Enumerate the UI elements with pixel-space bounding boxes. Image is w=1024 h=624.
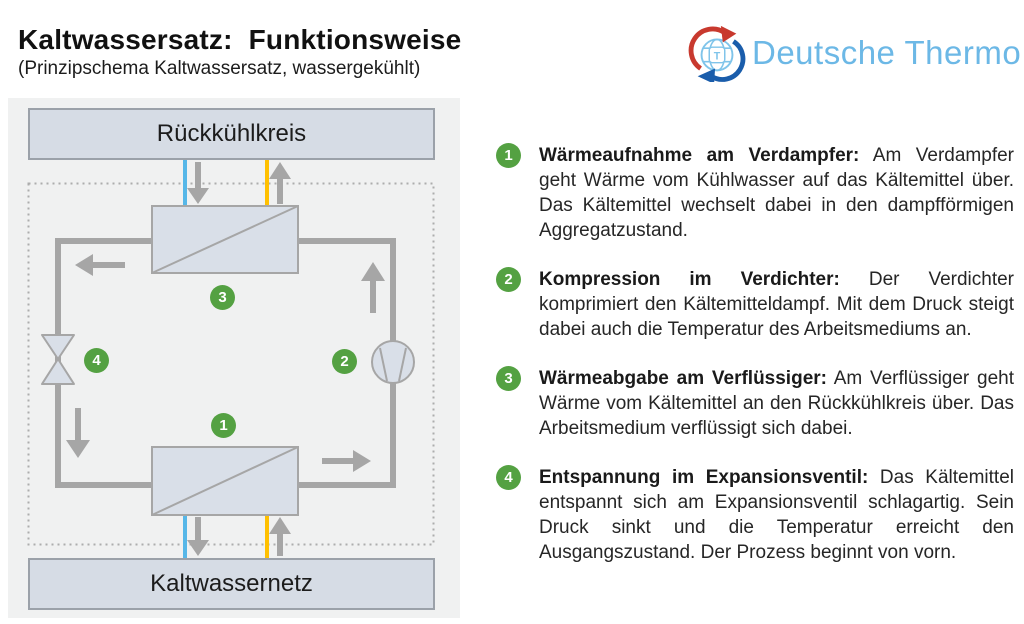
step-badge-compressor: 2 — [332, 349, 357, 374]
chilled-water-network-box: Kaltwassernetz — [28, 558, 435, 610]
compressor-symbol — [372, 341, 414, 383]
recooling-circuit-box: Rückkühlkreis — [28, 108, 435, 160]
legend-text-3: Wärmeabgabe am Verflüssiger: Am Verflüssiger geht Wärme vom Kältemittel an den Rückkühlkreis über. Das Arbeitsmedium verflüssigt sich dabei. — [539, 368, 1015, 439]
supply-line-top — [183, 160, 187, 206]
return-line-top — [265, 160, 269, 206]
legend-badge-1: 1 — [496, 143, 521, 168]
company-logo — [688, 24, 1021, 82]
flow-arrow-left — [75, 254, 125, 276]
flow-arrow-up-right — [361, 262, 385, 313]
water-arrow-up-bottom — [269, 517, 291, 556]
legend-item-2 — [496, 267, 1014, 342]
return-line-bottom — [265, 515, 269, 558]
page-subtitle: (Prinzipschema Kaltwassersatz, wassergekühlt) — [18, 58, 421, 79]
condenser-heat-exchanger — [152, 206, 298, 273]
legend-text-2: Kompression im Verdichter: Der Verdichter komprimiert den Kältemitteldampf. Mit dem Druck steigt dabei auch die Temperatur des Arbeitsmediums an. — [539, 269, 1014, 340]
flow-arrow-down-left — [66, 408, 90, 458]
legend-badge-2: 2 — [496, 267, 521, 292]
chiller-schematic — [8, 98, 460, 618]
schematic-drawing — [8, 98, 460, 618]
step-badge-condenser: 3 — [210, 285, 235, 310]
legend-item-4 — [496, 465, 1014, 565]
supply-line-bottom — [183, 515, 187, 558]
legend-badge-4: 4 — [496, 465, 521, 490]
evaporator-heat-exchanger — [152, 447, 298, 515]
globe-thermo-icon — [688, 24, 746, 82]
logo-letter: T — [713, 50, 721, 63]
legend-badge-3: 3 — [496, 366, 521, 391]
page-title: Kaltwassersatz: Funktionsweise — [18, 24, 462, 55]
water-arrow-down-top — [187, 162, 209, 204]
water-arrow-down-bottom — [187, 517, 209, 556]
step-badge-evaporator: 1 — [211, 413, 236, 438]
step-badge-expansion-valve: 4 — [84, 348, 109, 373]
legend-text-4: Entspannung im Expansionsventil: Das Kältemittel entspannt sich am Expansionsventil schlagartig. Sein Druck sinkt und die Temperatur erreicht den Ausgangszustand. Der Prozess beginnt von vorn. — [539, 467, 1014, 563]
flow-arrow-right-bottom — [322, 450, 371, 472]
legend-item-1 — [496, 143, 1014, 243]
expansion-valve-symbol — [42, 335, 74, 384]
logo-text: Deutsche Thermo — [752, 34, 1022, 71]
legend-text-1: Wärmeaufnahme am Verdampfer: Am Verdampfer geht Wärme vom Kühlwasser auf das Kältemittel über. Das Kältemittel wechselt dabei in den dampfförmigen Aggregatzustand. — [539, 145, 1014, 241]
legend-item-3 — [496, 366, 1014, 441]
process-step-legend — [496, 143, 1014, 589]
